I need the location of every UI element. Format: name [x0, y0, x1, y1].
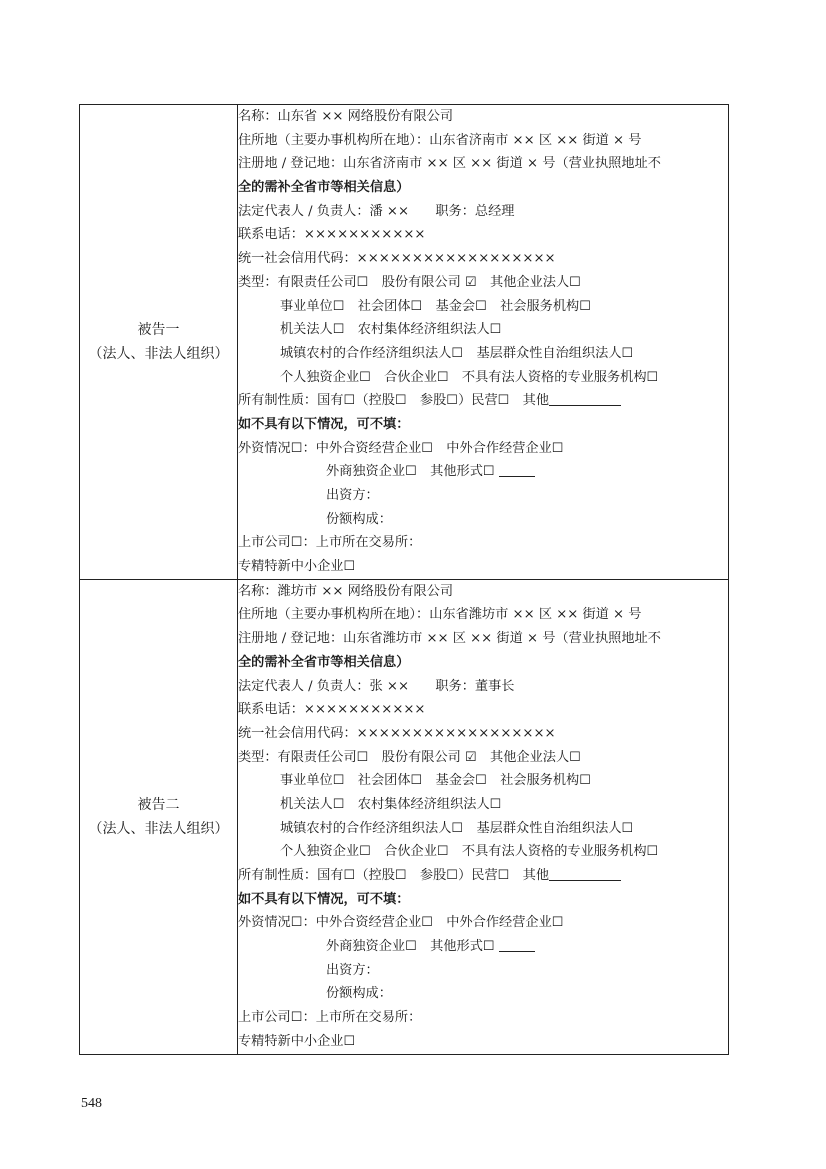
entity-type-line-3: 机关法人☐ 农村集体经济组织法人☐ — [280, 322, 502, 338]
company-name: 名称：潍坊市 ×× 网络股份有限公司 — [238, 583, 454, 599]
entity-type-line-5: 个人独资企业☐ 合伙企业☐ 不具有法人资格的专业服务机构☐ — [280, 844, 659, 860]
share-composition-field: 份额构成： — [326, 986, 392, 1002]
optional-note: 如不具有以下情况，可不填： — [238, 416, 410, 432]
residence-address: 住所地（主要办事机构所在地）：山东省潍坊市 ×× 区 ×× 街道 × 号 — [238, 607, 642, 623]
listed-company-field: 上市公司☐：上市所在交易所： — [238, 1010, 422, 1026]
defendant-row — [80, 579, 729, 1054]
registered-address: 注册地 / 登记地：山东省济南市 ×× 区 ×× 街道 × 号（营业执照地址不 — [238, 156, 661, 172]
legal-representative: 法定代表人 / 负责人：潘 ×× 职务：总经理 — [238, 203, 515, 219]
registered-address-note: 全的需补全省市等相关信息） — [238, 654, 410, 670]
entity-type-line-1: 类型：有限责任公司☐ 股份有限公司 ☑ 其他企业法人☐ — [238, 749, 581, 765]
other-form-blank[interactable] — [499, 462, 535, 477]
share-composition-field: 份额构成： — [326, 511, 392, 527]
credit-code: 统一社会信用代码：×××××××××××××××××× — [238, 251, 556, 267]
entity-type-line-2: 事业单位☐ 社会团体☐ 基金会☐ 社会服务机构☐ — [280, 298, 592, 314]
specialized-sme-field: 专精特新中小企业☐ — [238, 559, 356, 575]
defendant-details-cell — [238, 105, 729, 580]
defendant-label: 被告一 — [137, 321, 180, 338]
investor-field: 出资方： — [326, 488, 379, 503]
entity-type-line-5: 个人独资企业☐ 合伙企业☐ 不具有法人资格的专业服务机构☐ — [280, 369, 659, 385]
ownership-text: 所有制性质：国有☐（控股☐ 参股☐）民营☐ 其他 — [238, 868, 550, 883]
foreign-capital-line-1: 外资情况☐：中外合资经营企业☐ 中外合作经营企业☐ — [238, 440, 564, 456]
foreign-capital-line-2 — [238, 935, 728, 959]
entity-type-line-2: 事业单位☐ 社会团体☐ 基金会☐ 社会服务机构☐ — [280, 773, 592, 789]
registered-address: 注册地 / 登记地：山东省潍坊市 ×× 区 ×× 街道 × 号（营业执照地址不 — [238, 631, 661, 647]
entity-type-line-4: 城镇农村的合作经济组织法人☐ 基层群众性自治组织法人☐ — [280, 345, 634, 361]
contact-phone: 联系电话：××××××××××× — [238, 702, 426, 718]
legal-representative: 法定代表人 / 负责人：张 ×× 职务：董事长 — [238, 678, 515, 694]
foreign-capital-text: 外商独资企业☐ 其他形式☐ — [326, 939, 495, 955]
page-number: 548 — [81, 1096, 102, 1111]
ownership-line — [238, 864, 728, 888]
ownership-other-blank[interactable] — [549, 866, 621, 881]
credit-code: 统一社会信用代码：×××××××××××××××××× — [238, 725, 556, 741]
ownership-other-blank[interactable] — [549, 391, 621, 406]
company-name: 名称：山东省 ×× 网络股份有限公司 — [238, 109, 454, 124]
entity-type-line-1: 类型：有限责任公司☐ 股份有限公司 ☑ 其他企业法人☐ — [238, 274, 581, 290]
registered-address-note: 全的需补全省市等相关信息） — [238, 180, 410, 196]
ownership-line — [238, 389, 728, 413]
investor-field: 出资方： — [326, 962, 379, 978]
entity-type-line-4: 城镇农村的合作经济组织法人☐ 基层群众性自治组织法人☐ — [280, 820, 634, 836]
defendant-sublabel: （法人、非法人组织） — [88, 345, 229, 362]
listed-company-field: 上市公司☐：上市所在交易所： — [238, 535, 422, 551]
other-form-blank[interactable] — [499, 937, 535, 952]
residence-address: 住所地（主要办事机构所在地）：山东省济南市 ×× 区 ×× 街道 × 号 — [238, 132, 642, 148]
contact-phone: 联系电话：××××××××××× — [238, 227, 426, 243]
ownership-text: 所有制性质：国有☐（控股☐ 参股☐）民营☐ 其他 — [238, 393, 550, 409]
defendant-row — [80, 105, 729, 580]
foreign-capital-text: 外商独资企业☐ 其他形式☐ — [326, 464, 495, 480]
defendant-label: 被告二 — [137, 796, 180, 813]
specialized-sme-field: 专精特新中小企业☐ — [238, 1033, 356, 1049]
entity-type-line-3: 机关法人☐ 农村集体经济组织法人☐ — [280, 796, 502, 812]
defendant-details-cell — [238, 579, 729, 1054]
defendant-label-cell — [80, 105, 238, 580]
foreign-capital-line-1: 外资情况☐：中外合资经营企业☐ 中外合作经营企业☐ — [238, 915, 564, 931]
foreign-capital-line-2 — [238, 460, 728, 484]
defendant-label-cell — [80, 579, 238, 1054]
optional-note: 如不具有以下情况，可不填： — [238, 891, 410, 907]
defendant-info-table — [79, 104, 729, 1055]
defendant-sublabel: （法人、非法人组织） — [88, 820, 229, 837]
